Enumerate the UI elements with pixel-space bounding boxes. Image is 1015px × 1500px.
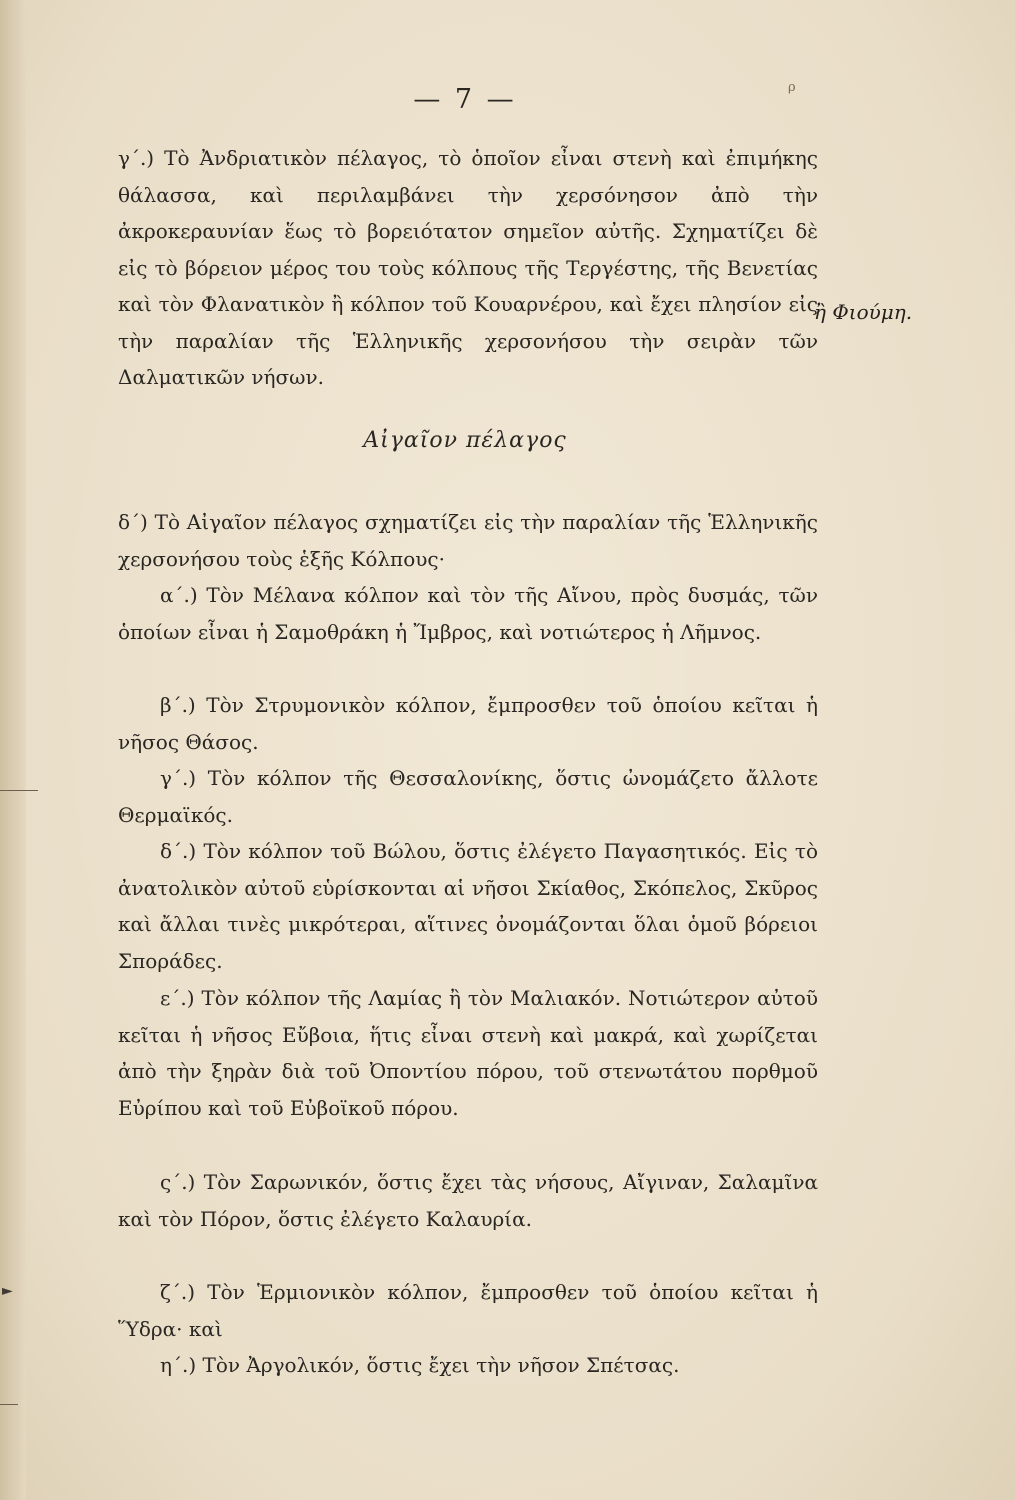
list-item-epsilon: ε΄.) Τὸν κόλπον τῆς Λαμίας ἢ τὸν Μαλιακόν. Νοτιώτερον αὐτοῦ κεῖται ἡ νῆσος Εὔβοια, ἥτις εἶναι στενὴ καὶ μακρά, καὶ χωρίζεται ἀπὸ τὴν ξηρὰν διὰ τοῦ Ὀποντίου πόρου, τοῦ στενωτάτου πορθμοῦ Εὐρίπου καὶ τοῦ Εὐβοϊκοῦ πόρου. <box>118 986 818 1120</box>
list-item-delta: δ΄.) Τὸν κόλπον τοῦ Βώλου, ὅστις ἐλέγετο Παγασητικός. Εἰς τὸ ἀνατολικὸν αὐτοῦ εὑρίσκονται αἱ νῆσοι Σκίαθος, Σκόπελος, Σκῦρος καὶ ἄλλαι τινὲς μικρότεραι, αἵτινες ὀνομάζονται ὅλαι ὁμοῦ βόρειοι Σποράδες. <box>118 839 818 973</box>
list-item-zeta: ζ΄.) Τὸν Ἑρμιονικὸν κόλπον, ἔμπροσθεν τοῦ ὁποίου κεῖται ἡ Ὕδρα· καὶ <box>118 1280 818 1341</box>
list-item-alpha: α΄.) Τὸν Μέλανα κόλπον καὶ τὸν τῆς Αἴνου, πρὸς δυσμάς, τῶν ὁποίων εἶναι ἡ Σαμοθράκη ἡ Ἴμβρος, καὶ νοτιώτερος ἡ Λῆμνος. <box>118 583 818 644</box>
page-number: — 7 — <box>413 84 517 115</box>
section-heading: Αἰγαῖον πέλαγος <box>363 428 567 453</box>
list-item-gamma: γ΄.) Τὸν κόλπον τῆς Θεσσαλονίκης, ὅστις ὠνομάζετο ἄλλοτε Θερμαϊκός. <box>118 766 818 827</box>
list-item-stigma: ς΄.) Τὸν Σαρωνικόν, ὅστις ἔχει τὰς νήσους, Αἴγιναν, Σαλαμῖνα καὶ τὸν Πόρον, ὅστις ἐλέγετο Καλαυρία. <box>118 1170 818 1231</box>
paragraph-aegean: δ΄) Τὸ Αἰγαῖον πέλαγος σχηματίζει εἰς τὴν παραλίαν τῆς Ἑλληνικῆς χερσονήσου τοὺς ἑξῆς Κόλπους· <box>118 510 818 571</box>
margin-tick <box>0 790 38 791</box>
margin-arrow-icon: ► <box>2 1283 13 1299</box>
corner-mark: ρ <box>788 80 796 95</box>
binding-edge-shadow <box>0 0 26 1500</box>
paragraph-adriatic: γ΄.) Τὸ Ἀνδριατικὸν πέλαγος, τὸ ὁποῖον εἶναι στενὴ καὶ ἐπιμήκης θάλασσα, καὶ περιλαμβάνει τὴν χερσόνησον ἀπὸ τὴν ἀκροκεραυνίαν ἕως τὸ βορειότατον σημεῖον αὐτῆς. Σχηματίζει δὲ εἰς τὸ βόρειον μέρος του τοὺς κόλπους τῆς Τεργέστης, τῆς Βενετίας καὶ τὸν Φλανατικὸν ἢ κόλπον τοῦ Κουαρνέρου, καὶ ἔχει πλησίον εἰς τὴν παραλίαν τῆς Ἑλληνικῆς χερσονήσου τὴν σειρὰν τῶν Δαλματικῶν νήσων. <box>118 146 818 389</box>
handwritten-margin-note: ἢ Φιούμη. <box>814 300 913 324</box>
list-item-beta: β΄.) Τὸν Στρυμονικὸν κόλπον, ἔμπροσθεν τοῦ ὁποίου κεῖται ἡ νῆσος Θάσος. <box>118 693 818 754</box>
margin-tick <box>0 1404 18 1405</box>
list-item-eta: η΄.) Τὸν Ἀργολικόν, ὅστις ἔχει τὴν νῆσον Σπέτσας. <box>160 1353 680 1377</box>
